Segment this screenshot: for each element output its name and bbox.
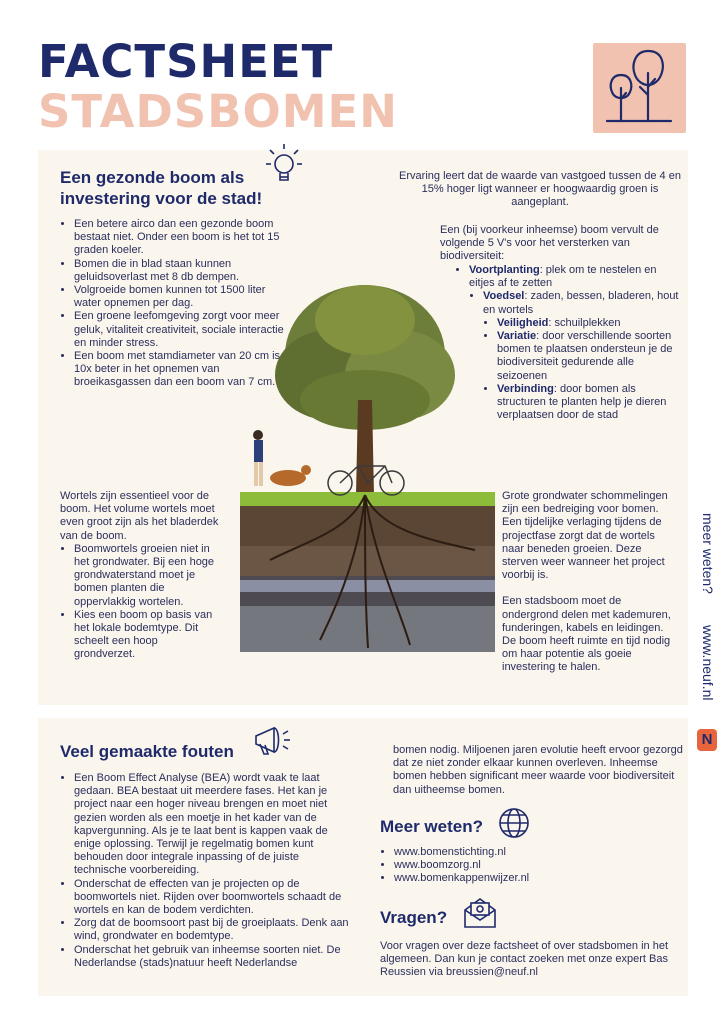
native-trees-text: bomen nodig. Miljoenen jaren evolutie heeft ervoor gezorgd dat ze niet zonder elkaar kunnen overleven. Inheemse bomen hebben significant meer waarde voor biodiversiteit dan uitheemse bomen. xyxy=(393,744,683,796)
list-item: • Boomwortels groeien niet in het grondwater. Bij een hoge grondwaterstand moet je bomen planten die oppervlakkig wortelen. xyxy=(74,543,220,609)
biodiversity-intro: Een (bij voorkeur inheemse) boom vervult de volgende 5 V's voor het versterken van biodiversiteit: xyxy=(440,224,659,263)
list-item: • Voortplanting: plek om te nestelen en eitjes af te zetten xyxy=(469,264,685,290)
neuf-logo-badge: N xyxy=(697,729,717,751)
list-item: • Een Boom Effect Analyse (BEA) wordt vaak te laat gedaan. BEA bestaat uit meerdere fases. Het kan je project naar een hoger niveau brengen en moet niet gezien worden als een moetje in het kader van de kapvergunning. Als je te laat bent is kappen vaak de enige oplossing. Terwijl je regelmatig bomen kunt behouden door integrale inpassing of de juiste technische voorbereiding. xyxy=(74,772,352,878)
list-item: • Voedsel: zaden, bessen, bladeren, hout en wortels xyxy=(483,290,685,316)
megaphone-icon xyxy=(250,720,294,765)
roots-text: Wortels zijn essentieel voor de boom. Het volume wortels moet even groot zijn als het bladerdek van de boom. • Boomwortels groeien niet in het grondwater. Bij een hoge grondwaterstand moet je bomen planten die oppervlakkig wortelen. • Kies een boom op basis van het lokale bodemtype. Dit scheelt een hoop grondverzet. xyxy=(60,490,220,662)
questions-heading: Vragen? xyxy=(380,908,448,927)
title-factsheet: FACTSHEET xyxy=(38,35,334,88)
more-info-heading: Meer weten? xyxy=(380,817,483,836)
list-item: • Variatie: door verschillende soorten bomen te plaatsen ondersteun je de biodiversiteit gedurende alle seizoenen xyxy=(497,330,685,383)
list-item: • Bomen die in blad staan kunnen geluidsoverlast met 8 db dempen. xyxy=(74,258,288,284)
list-item: • Een groene leefomgeving zorgt voor meer geluk, vitaliteit creativiteit, sociale interactie en minder stress. xyxy=(74,310,288,350)
title-stadsbomen: STADSBOMEN xyxy=(38,85,398,138)
list-item: • Kies een boom op basis van het lokale bodemtype. Dit scheelt een hoop grondverzet. xyxy=(74,609,220,662)
section2-heading: Veel gemaakte fouten xyxy=(60,742,234,761)
lightbulb-icon xyxy=(264,140,304,193)
list-item: • Veiligheid: schuilplekken xyxy=(497,317,685,330)
list-item: • Onderschat het gebruik van inheemse soorten niet. De Nederlandse (stads)natuur heeft Nederlandse xyxy=(74,944,352,970)
section1-heading: Een gezonde boom als investering voor de stad! xyxy=(60,168,263,208)
link-boomzorg[interactable]: • www.boomzorg.nl xyxy=(394,859,670,872)
email-icon xyxy=(462,896,498,935)
mistakes-list xyxy=(60,772,352,970)
list-item: • Volgroeide bomen kunnen tot 1500 liter water opnemen per dag. xyxy=(74,284,288,310)
tree-illustration xyxy=(240,280,495,665)
link-bomenstichting[interactable]: • www.bomenstichting.nl xyxy=(394,846,670,859)
trees-logo-icon xyxy=(593,43,686,133)
property-value-text: Ervaring leert dat de waarde van vastgoed tussen de 4 en 15% hoger ligt wanneer er hoogwaardig groen is aangeplant. xyxy=(399,170,681,209)
groundwater-text: Grote grondwater schommelingen zijn een bedreiging voor bomen. Een tijdelijke verlaging tijdens de projectfase zorgt dat de wortels naar beneden groeien. Deze sterven weer wanneer het project voorbij is. Een stadsboom moet de ondergrond delen met kademuren, funderingen, kabels en leidingen. De boom heeft ruimte en tijd nodig om haar potentie als goeie investering te halen. xyxy=(502,490,671,674)
list-item: • Onderschat de effecten van je projecten op de boomwortels niet. Rijden over boomwortels schaadt de wortels en kan de bodem verdichten. xyxy=(74,878,352,918)
list-item: • Een boom met stamdiameter van 20 cm is 10x beter in het opnemen van broeikasgassen dan een boom van 7 cm. xyxy=(74,350,288,390)
woman-with-dog xyxy=(253,430,311,486)
sidebar-more-info: meer weten? xyxy=(700,513,716,594)
list-item: • Verbinding: door bomen als structuren te planten help je dieren verplaatsen door de stad xyxy=(497,383,685,423)
link-bomenkappenwijzer[interactable]: • www.bomenkappenwijzer.nl xyxy=(394,872,670,885)
list-item: • Zorg dat de boomsoort past bij de groeiplaats. Denk aan wind, grondwater en bodemtype. xyxy=(74,917,352,943)
list-item: • Een betere airco dan een gezonde boom bestaat niet. Onder een boom is het tot 15 graden koeler. xyxy=(74,218,288,258)
globe-icon xyxy=(497,806,531,845)
sidebar-url[interactable]: www.neuf.nl xyxy=(700,625,716,701)
links-list xyxy=(380,846,670,886)
questions-text: Voor vragen over deze factsheet of over stadsbomen in het algemeen. Dan kun je contact zoeken met onze expert Bas Reussien via breussien@neuf.nl xyxy=(380,940,669,979)
